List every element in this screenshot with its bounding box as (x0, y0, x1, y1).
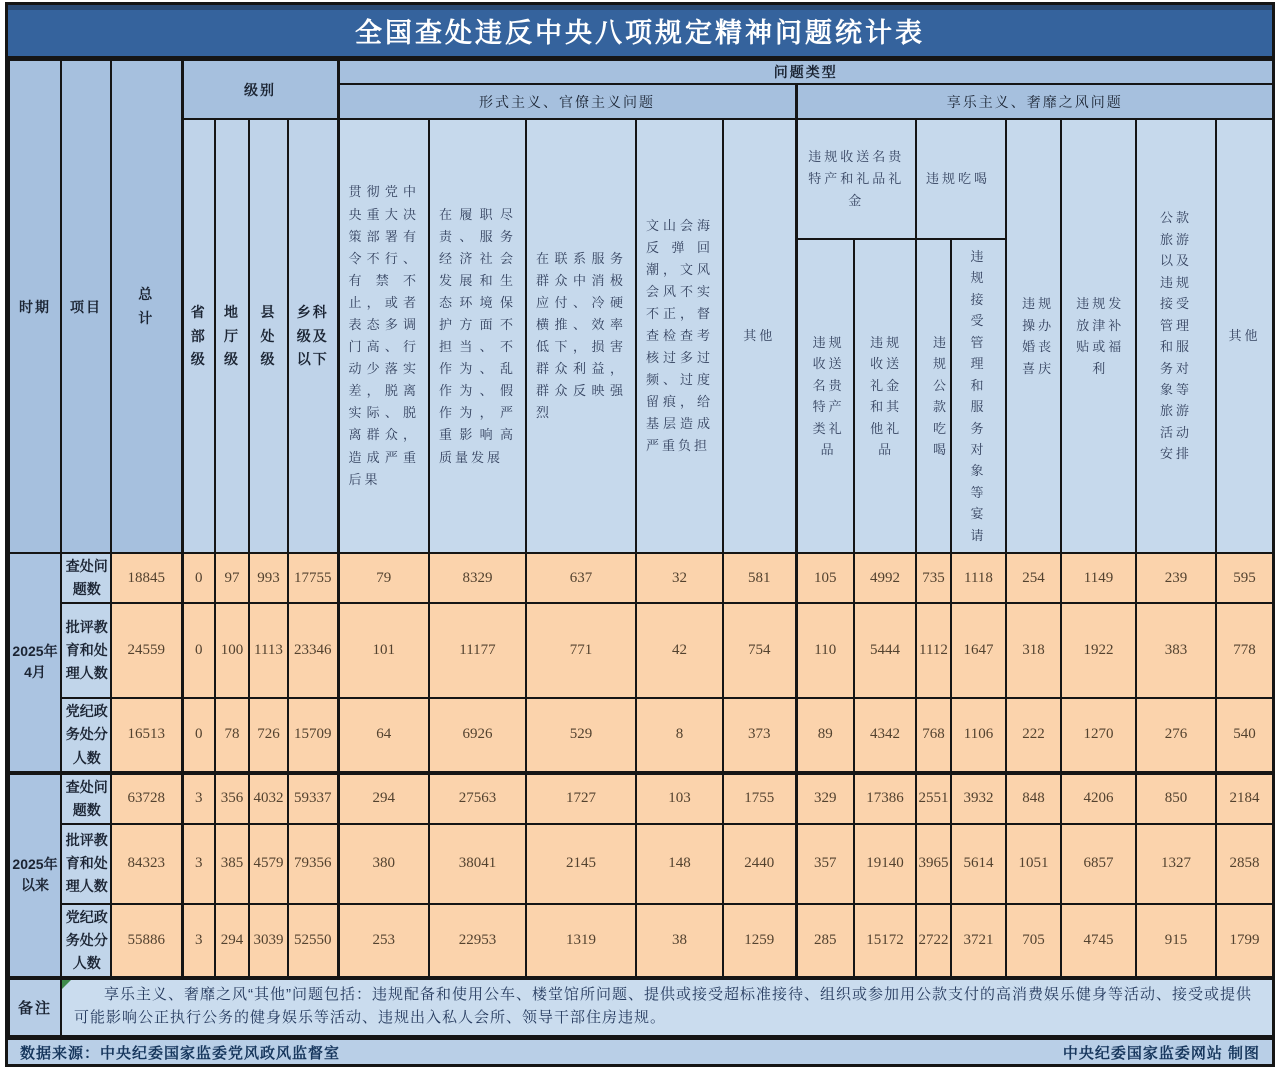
eating-sub-header-public-funds (916, 239, 951, 553)
level-header-prefecture (215, 119, 249, 553)
data-cell: 2722 (916, 904, 951, 978)
data-cell: 3 (182, 773, 215, 824)
statistics-table (8, 59, 1274, 1037)
data-cell: 1799 (1216, 904, 1273, 978)
data-cell: 22953 (429, 904, 526, 978)
data-cell: 27563 (429, 773, 526, 824)
data-cell: 329 (796, 773, 854, 824)
data-cell: 110 (796, 603, 854, 698)
data-cell: 1112 (916, 603, 951, 698)
row-label-cell (61, 553, 111, 603)
data-cell: 4032 (249, 773, 288, 824)
row-label-cell (61, 603, 111, 698)
data-cell: 38 (636, 904, 723, 978)
row-label: 批评教育和处理人数 (65, 832, 108, 895)
data-cell: 0 (182, 553, 215, 603)
data-cell: 42 (636, 603, 723, 698)
data-cell: 726 (249, 698, 288, 772)
data-cell: 15172 (854, 904, 916, 978)
remark-text-cell (61, 978, 1273, 1036)
formalism-group-header: 形式主义、官僚主义问题 (338, 84, 796, 119)
hedonism-column-header-allowances (1061, 119, 1136, 553)
row-label-cell (61, 773, 111, 824)
header-label: 违规接受管理和服务对象等宴请 (970, 249, 987, 543)
data-cell: 1113 (249, 603, 288, 698)
eating-group-header: 违规吃喝 (916, 119, 1006, 239)
gifts-sub-header-cash (854, 239, 916, 553)
header-label: 公款旅游以及违规接受管理和服务对象等旅游活动安排 (1159, 210, 1192, 462)
row-label: 党纪政务处分人数 (65, 703, 108, 766)
data-cell: 100 (215, 603, 249, 698)
data-cell: 540 (1216, 698, 1273, 772)
data-cell: 3932 (951, 773, 1006, 824)
level-header-label: 省部级 (190, 304, 207, 367)
data-cell: 16513 (111, 698, 182, 772)
data-cell: 15709 (288, 698, 338, 772)
data-cell: 17386 (854, 773, 916, 824)
data-cell: 637 (526, 553, 636, 603)
data-cell: 78 (215, 698, 249, 772)
hedonism-column-header-travel (1136, 119, 1216, 553)
data-cell: 1319 (526, 904, 636, 978)
gifts-group-header: 违规收送名贵特产和礼品礼金 (796, 119, 916, 239)
data-cell: 276 (1136, 698, 1216, 772)
data-cell: 79 (338, 553, 429, 603)
data-cell: 4342 (854, 698, 916, 772)
data-cell: 285 (796, 904, 854, 978)
data-cell: 11177 (429, 603, 526, 698)
data-cell: 3039 (249, 904, 288, 978)
data-cell: 19140 (854, 824, 916, 904)
row-label: 批评教育和处理人数 (65, 619, 108, 682)
data-cell: 4992 (854, 553, 916, 603)
formalism-column-header-1: 贯彻党中央重大决策部署有令不行、有禁不止，或者表态多调门高、行动少落实差，脱离实际、脱离群众，造成严重后果 (338, 119, 429, 553)
header-label: 违规操办婚丧喜庆 (1022, 296, 1055, 376)
row-label-cell (61, 824, 111, 904)
data-cell: 529 (526, 698, 636, 772)
level-header-label: 地厅级 (224, 304, 240, 367)
period-cell: 2025年4月 (9, 553, 61, 772)
data-cell: 2145 (526, 824, 636, 904)
data-cell: 3 (182, 904, 215, 978)
footer-bar (8, 1037, 1272, 1064)
problem-type-group-header: 问题类型 (338, 60, 1273, 84)
data-cell: 318 (1006, 603, 1061, 698)
data-cell: 1647 (951, 603, 1006, 698)
data-cell: 101 (338, 603, 429, 698)
row-label-cell (61, 904, 111, 978)
header-label: 违规公款吃喝 (932, 334, 949, 457)
hedonism-column-header-weddings (1006, 119, 1061, 553)
data-cell: 6926 (429, 698, 526, 772)
data-cell: 18845 (111, 553, 182, 603)
data-cell: 64 (338, 698, 429, 772)
data-cell: 59337 (288, 773, 338, 824)
data-cell: 55886 (111, 904, 182, 978)
data-cell: 8329 (429, 553, 526, 603)
data-cell: 735 (916, 553, 951, 603)
data-cell: 771 (526, 603, 636, 698)
data-cell: 6857 (1061, 824, 1136, 904)
level-header-label: 乡科级及以下 (296, 304, 329, 367)
header-label: 违规收送名贵特产类礼品 (812, 334, 845, 457)
data-cell: 705 (1006, 904, 1061, 978)
row-label-cell (61, 698, 111, 772)
remark-label-cell: 备注 (9, 978, 61, 1036)
data-cell: 222 (1006, 698, 1061, 772)
data-cell: 0 (182, 698, 215, 772)
eating-sub-header-banquets (951, 239, 1006, 553)
data-cell: 1106 (951, 698, 1006, 772)
data-cell: 993 (249, 553, 288, 603)
data-cell: 1149 (1061, 553, 1136, 603)
comment-marker (62, 980, 71, 989)
data-cell: 89 (796, 698, 854, 772)
data-cell: 754 (723, 603, 796, 698)
data-cell: 32 (636, 553, 723, 603)
level-header-township (288, 119, 338, 553)
remark-text: 享乐主义、奢靡之风“其他”问题包括：违规配备和使用公车、楼堂馆所问题、提供或接受超标准接待、组织或参加用公款支付的高消费娱乐健身等活动、接受或提供可能影响公正执行公务的健身娱乐等活动、违规出入私人会所、领导干部住房违规。 (74, 986, 1252, 1026)
data-cell: 5444 (854, 603, 916, 698)
data-cell: 23346 (288, 603, 338, 698)
row-label: 查处问题数 (65, 558, 108, 598)
period-cell: 2025年以来 (9, 773, 61, 978)
data-cell: 52550 (288, 904, 338, 978)
item-header: 项目 (61, 60, 111, 553)
data-cell: 1922 (1061, 603, 1136, 698)
data-cell: 294 (215, 904, 249, 978)
statistics-sheet (5, 2, 1275, 1067)
total-header (111, 60, 182, 553)
data-cell: 4579 (249, 824, 288, 904)
data-cell: 8 (636, 698, 723, 772)
level-header-label: 县处级 (260, 304, 277, 367)
data-cell: 254 (1006, 553, 1061, 603)
data-source-text: 数据来源：中央纪委国家监委党风政风监督室 (20, 1044, 341, 1062)
data-cell: 1259 (723, 904, 796, 978)
data-cell: 385 (215, 824, 249, 904)
hedonism-other-header: 其他 (1216, 119, 1273, 553)
data-cell: 850 (1136, 773, 1216, 824)
data-cell: 105 (796, 553, 854, 603)
data-cell: 373 (723, 698, 796, 772)
hedonism-group-header: 享乐主义、奢靡之风问题 (796, 84, 1273, 119)
data-cell: 148 (636, 824, 723, 904)
data-cell: 915 (1136, 904, 1216, 978)
data-cell: 2440 (723, 824, 796, 904)
data-cell: 3965 (916, 824, 951, 904)
data-cell: 1755 (723, 773, 796, 824)
data-cell: 84323 (111, 824, 182, 904)
data-cell: 1727 (526, 773, 636, 824)
data-cell: 3721 (951, 904, 1006, 978)
data-cell: 383 (1136, 603, 1216, 698)
data-cell: 595 (1216, 553, 1273, 603)
data-cell: 63728 (111, 773, 182, 824)
data-cell: 380 (338, 824, 429, 904)
data-cell: 2551 (916, 773, 951, 824)
data-cell: 3 (182, 824, 215, 904)
data-cell: 1051 (1006, 824, 1061, 904)
total-header-label: 总计 (138, 286, 155, 326)
formalism-other-header: 其他 (723, 119, 796, 553)
data-cell: 24559 (111, 603, 182, 698)
data-cell: 239 (1136, 553, 1216, 603)
data-cell: 356 (215, 773, 249, 824)
header-label: 违规发放津补贴或福利 (1076, 296, 1125, 376)
row-label: 查处问题数 (65, 778, 108, 818)
data-cell: 778 (1216, 603, 1273, 698)
level-group-header: 级别 (182, 60, 338, 119)
level-header-provincial (182, 119, 215, 553)
data-cell: 103 (636, 773, 723, 824)
data-cell: 581 (723, 553, 796, 603)
credit-text: 中央纪委国家监委网站 制图 (1062, 1044, 1260, 1062)
data-cell: 0 (182, 603, 215, 698)
formalism-column-header-2: 在履职尽责、服务经济社会发展和生态环境保护方面不担当、不作为、乱作为、假作为，严重影响高质量发展 (429, 119, 526, 553)
data-cell: 253 (338, 904, 429, 978)
formalism-column-header-4: 文山会海反弹回潮，文风会风不实不正，督查检查考核过多过频、过度留痕，给基层造成严重负担 (636, 119, 723, 553)
row-label: 党纪政务处分人数 (65, 908, 108, 971)
data-cell: 4206 (1061, 773, 1136, 824)
data-cell: 768 (916, 698, 951, 772)
data-cell: 79356 (288, 824, 338, 904)
level-header-county (249, 119, 288, 553)
data-cell: 38041 (429, 824, 526, 904)
data-cell: 1327 (1136, 824, 1216, 904)
data-cell: 1270 (1061, 698, 1136, 772)
data-cell: 17755 (288, 553, 338, 603)
data-cell: 4745 (1061, 904, 1136, 978)
data-cell: 5614 (951, 824, 1006, 904)
gifts-sub-header-specialty (796, 239, 854, 553)
data-cell: 1118 (951, 553, 1006, 603)
page-title: 全国查处违反中央八项规定精神问题统计表 (8, 5, 1272, 59)
period-header: 时期 (9, 60, 61, 553)
data-cell: 97 (215, 553, 249, 603)
data-cell: 848 (1006, 773, 1061, 824)
formalism-column-header-3: 在联系服务群众中消极应付、冷硬横推、效率低下，损害群众利益，群众反映强烈 (526, 119, 636, 553)
data-cell: 2858 (1216, 824, 1273, 904)
data-cell: 2184 (1216, 773, 1273, 824)
header-label: 违规收送礼金和其他礼品 (870, 334, 903, 457)
data-cell: 294 (338, 773, 429, 824)
data-cell: 357 (796, 824, 854, 904)
